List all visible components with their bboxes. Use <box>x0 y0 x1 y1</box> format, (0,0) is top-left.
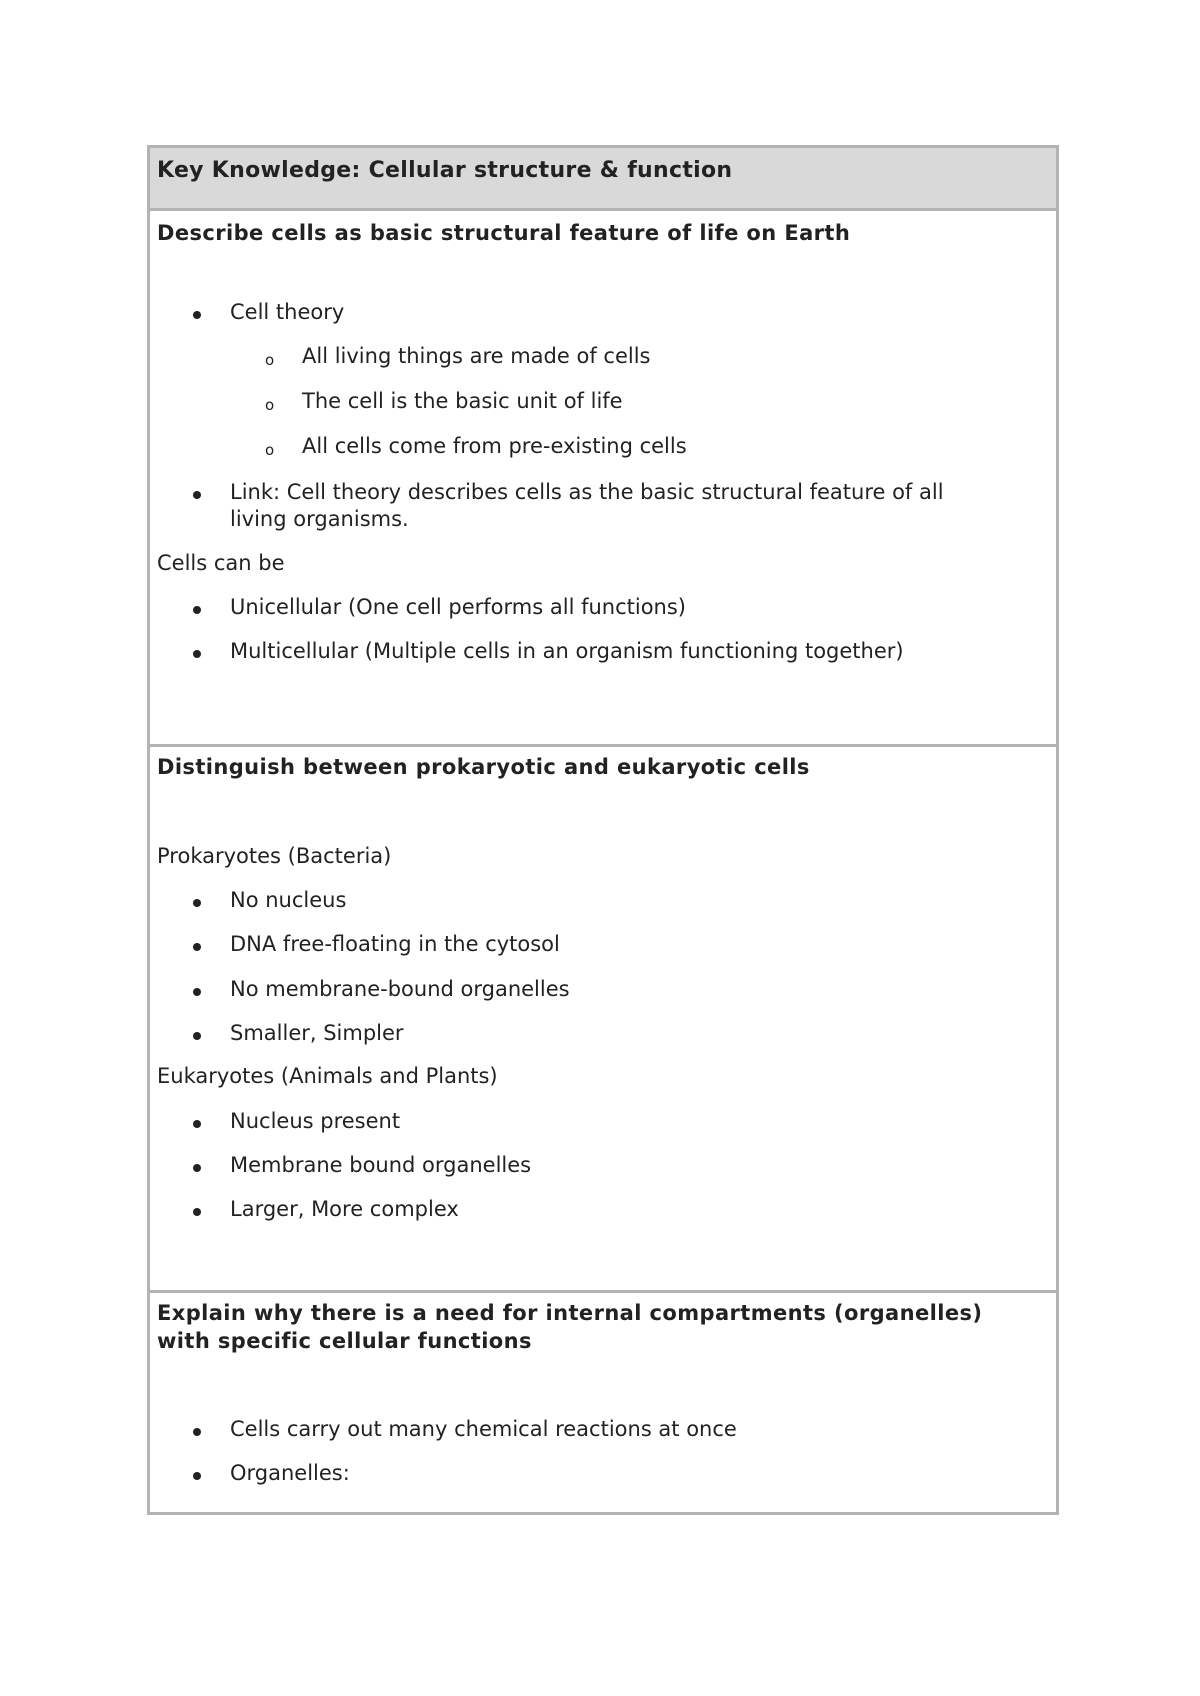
section-heading: Describe cells as basic structural feature of life on Earth <box>157 221 851 245</box>
bullet-icon <box>193 1120 201 1128</box>
bullet-icon <box>193 1472 201 1480</box>
list-item: No membrane-bound organelles <box>230 977 570 1001</box>
paragraph: Prokaryotes (Bacteria) <box>157 844 392 868</box>
table-title: Key Knowledge: Cellular structure & function <box>157 158 733 183</box>
bullet-icon <box>193 1164 201 1172</box>
bullet-icon <box>193 899 201 907</box>
list-item: DNA free-floating in the cytosol <box>230 932 560 956</box>
sub-bullet-icon: o <box>265 351 275 369</box>
paragraph: Eukaryotes (Animals and Plants) <box>157 1064 498 1088</box>
bullet-icon <box>193 311 201 319</box>
list-item: Larger, More complex <box>230 1197 459 1221</box>
list-item: Organelles: <box>230 1461 350 1485</box>
list-item: Cells carry out many chemical reactions at once <box>230 1417 737 1441</box>
section-heading: Distinguish between prokaryotic and eukaryotic cells <box>157 755 810 779</box>
list-item: Multicellular (Multiple cells in an organism functioning together) <box>230 639 904 663</box>
section-heading-continuation: with specific cellular functions <box>157 1329 532 1353</box>
sub-bullet-icon: o <box>265 441 275 459</box>
section-internal-compartments <box>150 1290 1056 1512</box>
bullet-icon <box>193 606 201 614</box>
list-item: Membrane bound organelles <box>230 1153 532 1177</box>
bullet-icon <box>193 1032 201 1040</box>
list-item: Smaller, Simpler <box>230 1021 404 1045</box>
list-item: Unicellular (One cell performs all functions) <box>230 595 687 619</box>
bullet-icon <box>193 1428 201 1436</box>
section-prokaryotic-eukaryotic <box>150 744 1056 1290</box>
key-knowledge-table <box>147 145 1059 1515</box>
list-item: Link: Cell theory describes cells as the basic structural feature of all <box>230 480 944 504</box>
sub-list-item: The cell is the basic unit of life <box>302 389 623 413</box>
bullet-icon <box>193 943 201 951</box>
table-header-row <box>150 148 1056 208</box>
bullet-icon <box>193 988 201 996</box>
section-heading: Explain why there is a need for internal compartments (organelles) <box>157 1301 983 1325</box>
sub-list-item: All cells come from pre-existing cells <box>302 434 687 458</box>
list-item: Cell theory <box>230 300 345 324</box>
bullet-icon <box>193 650 201 658</box>
sub-list-item: All living things are made of cells <box>302 344 651 368</box>
list-item-continuation: living organisms. <box>230 507 409 531</box>
list-item: No nucleus <box>230 888 347 912</box>
section-cells-basic-feature <box>150 208 1056 744</box>
sub-bullet-icon: o <box>265 396 275 414</box>
bullet-icon <box>193 1208 201 1216</box>
paragraph: Cells can be <box>157 551 285 575</box>
bullet-icon <box>193 491 201 499</box>
list-item: Nucleus present <box>230 1109 401 1133</box>
